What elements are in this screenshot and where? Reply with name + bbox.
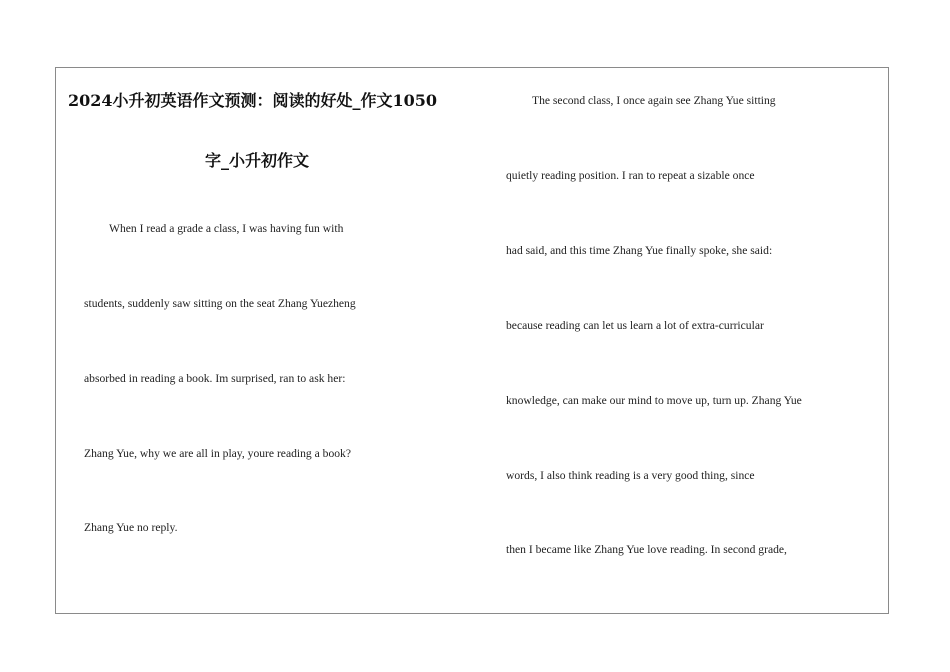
right-column-line: words, I also think reading is a very good thing, since	[506, 469, 755, 482]
right-column-line: The second class, I once again see Zhang Yue sitting	[532, 94, 776, 107]
left-column-line: students, suddenly saw sitting on the seat Zhang Yuezheng	[84, 297, 356, 310]
right-column-line: because reading can let us learn a lot of extra-curricular	[506, 319, 764, 332]
left-column-line: absorbed in reading a book. Im surprised, ran to ask her:	[84, 372, 346, 385]
right-column-line: then I became like Zhang Yue love reading. In second grade,	[506, 543, 787, 556]
right-column-line: knowledge, can make our mind to move up, turn up. Zhang Yue	[506, 394, 802, 407]
left-column-line: When I read a grade a class, I was having fun with	[109, 222, 344, 235]
left-column-line: Zhang Yue no reply.	[84, 521, 178, 534]
document-title-line-2: 字_小升初作文	[205, 151, 310, 170]
page-frame	[55, 67, 889, 614]
right-column-line: had said, and this time Zhang Yue finally spoke, she said:	[506, 244, 773, 257]
document-title-line-1: 2024小升初英语作文预测：阅读的好处_作文1050	[68, 91, 438, 110]
left-column-line: Zhang Yue, why we are all in play, youre reading a book?	[84, 447, 351, 460]
right-column-line: quietly reading position. I ran to repeat a sizable once	[506, 169, 755, 182]
